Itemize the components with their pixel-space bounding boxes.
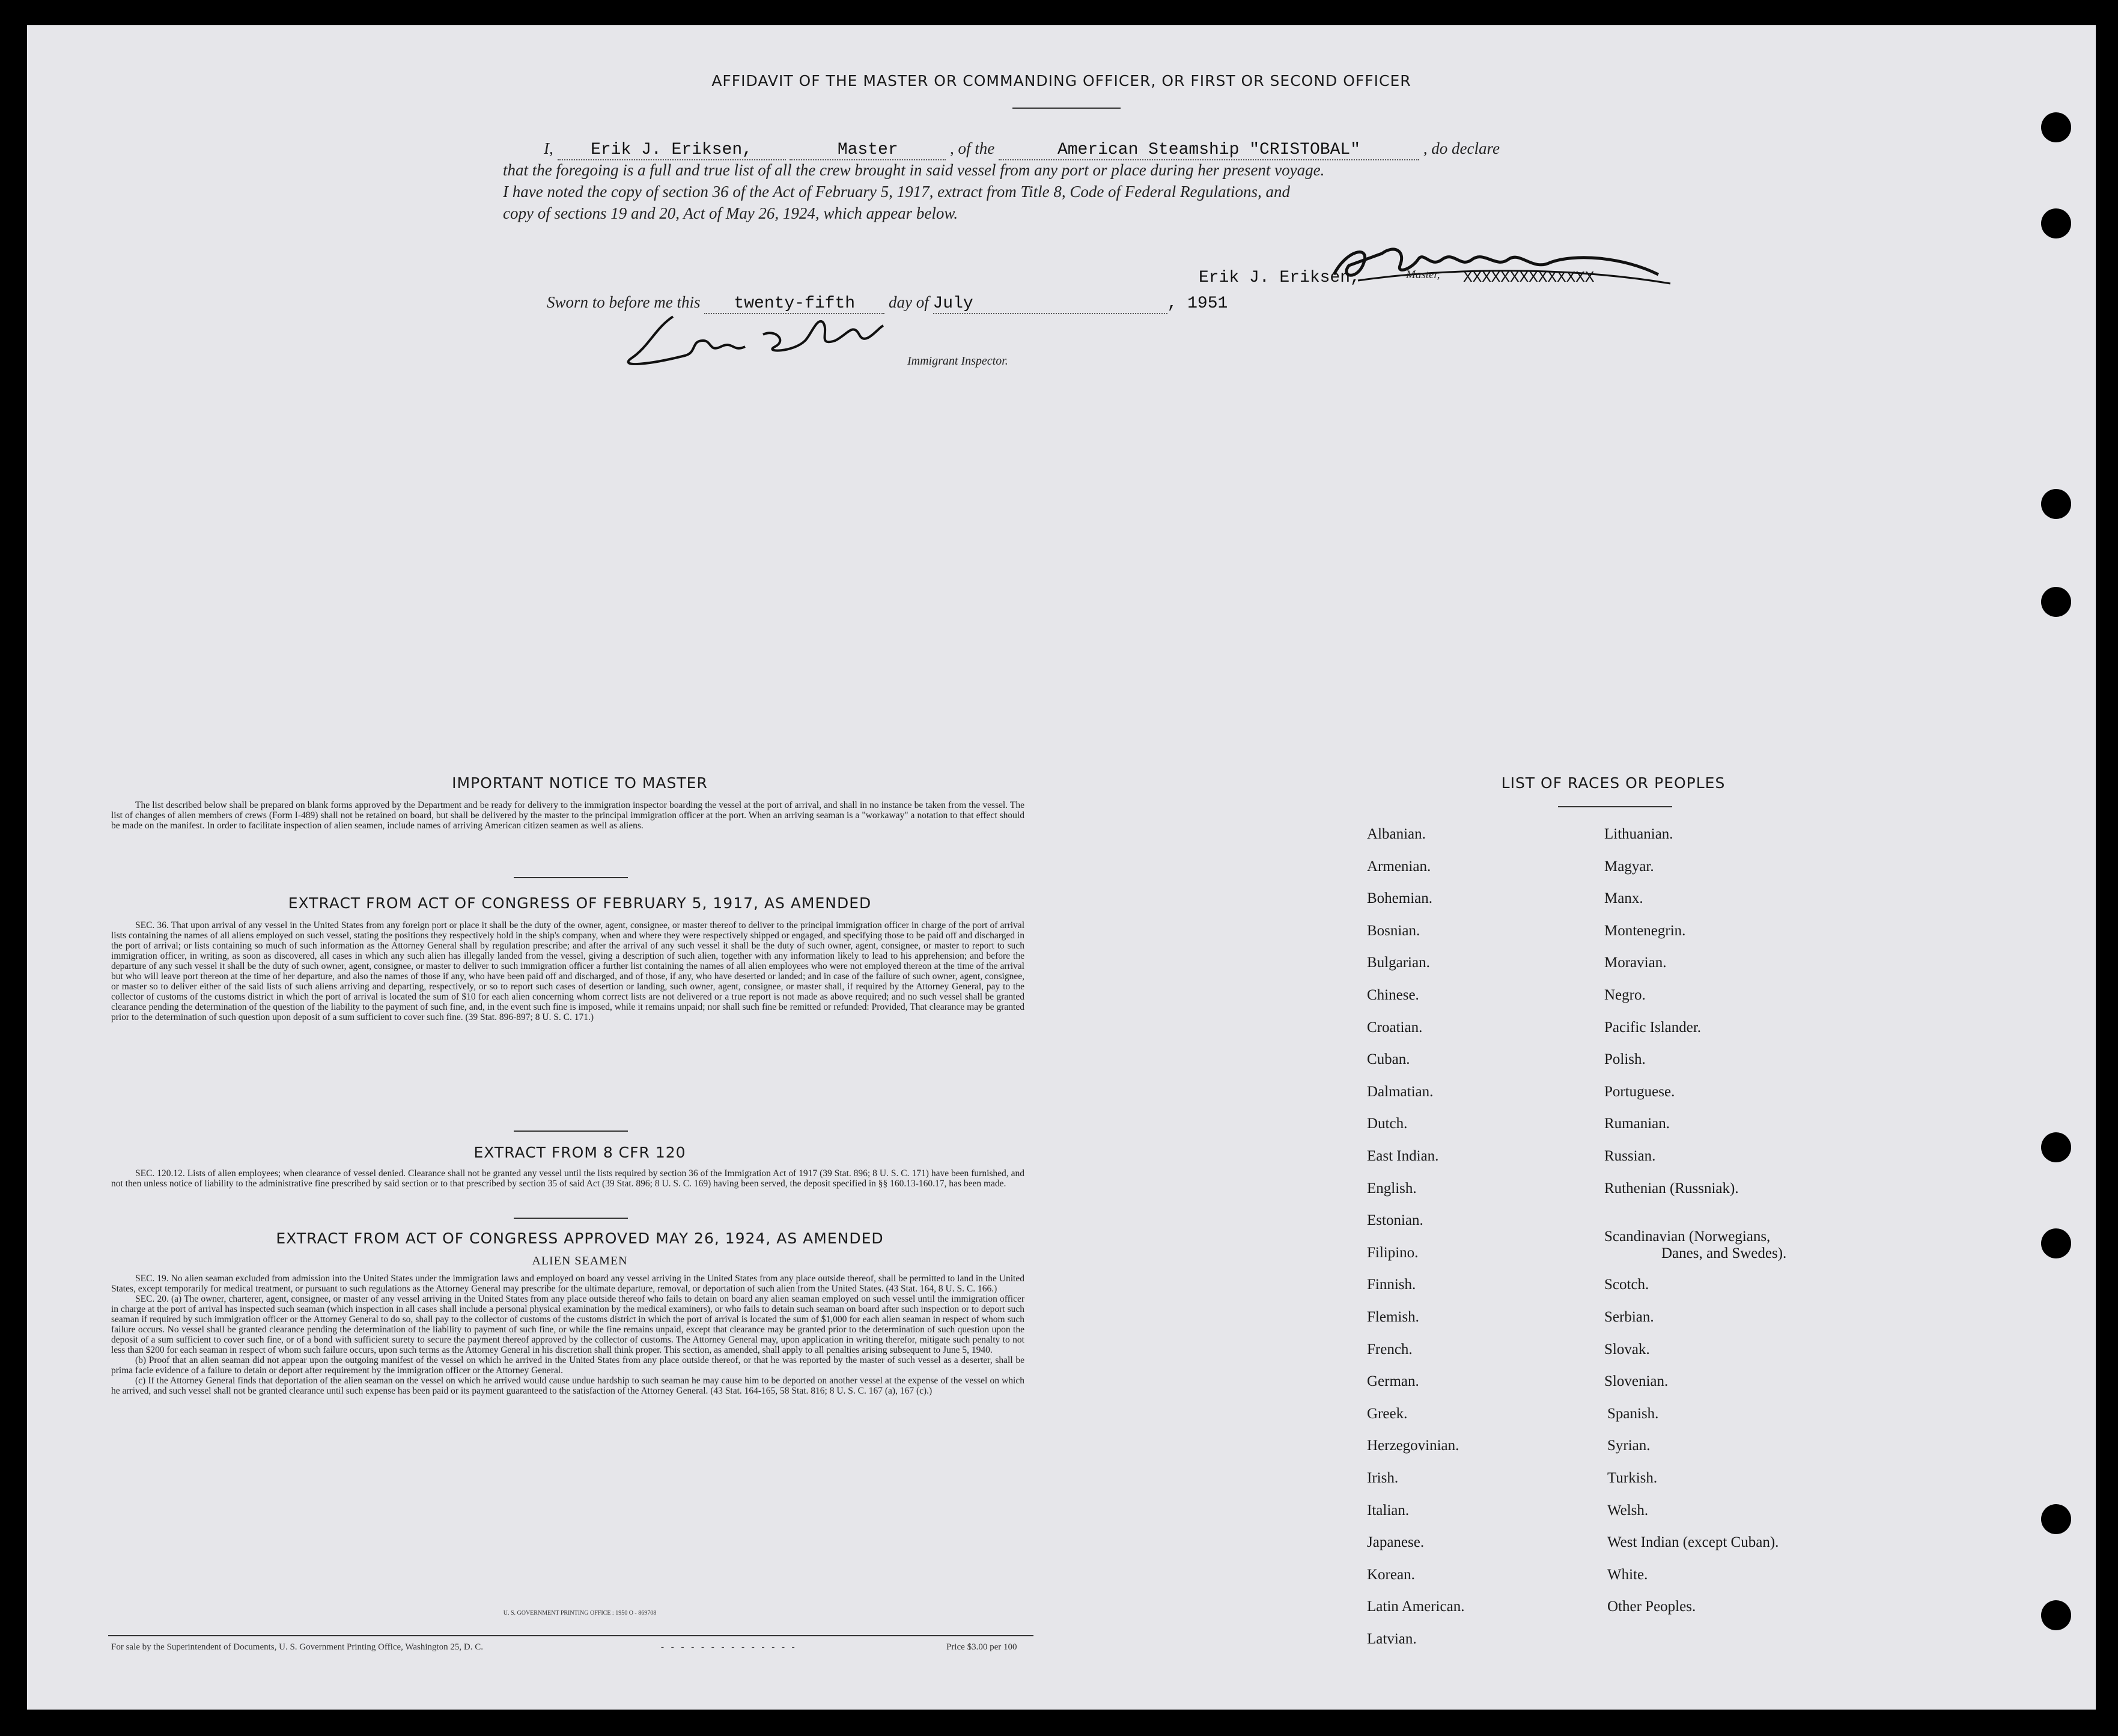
affidavit-title: AFFIDAVIT OF THE MASTER OR COMMANDING OFFICER, OR FIRST OR SECOND OFFICER [711,72,1411,90]
race-item: Moravian. [1604,954,1667,971]
document-page [27,25,2096,1710]
footer-sale-note: For sale by the Superintendent of Documents, U. S. Government Printing Office, Washington 25, D. C. [111,1642,483,1652]
section-20b: (b) Proof that an alien seaman did not appear upon the outgoing manifest of the vessel on which he arrived in the United States from any place outside thereof, or that he was reported by the master of such vessel as a deserter, shall be prima facie evidence of a failure to detain or deport after requirement by the immigration officer or the Attorney General. [111,1355,1024,1376]
punch-hole [2041,1228,2071,1258]
race-item: Filipino. [1367,1244,1419,1261]
declaration-I: I, [544,139,553,157]
footer-price: Price $3.00 per 100 [946,1642,1017,1652]
race-item: Slovenian. [1604,1373,1669,1390]
inspector-label: Immigrant Inspector. [907,354,1008,368]
race-item: Rumanian. [1604,1115,1670,1132]
of-the: , of the [950,139,995,157]
vessel-name: American Steamship "CRISTOBAL" [999,141,1419,160]
section-20c: (c) If the Attorney General finds that deportation of the alien seaman on the vessel on which he arrived would cause undue hardship to such seaman he may cause him to be deported on another vessel at the expense of the vessel on which he arrived, and such vessel shall not be granted clearance until such expense has been paid or its payment guaranteed to the satisfaction of the Attorney General. (43 Stat. 164-165, 58 Stat. 816; 8 U. S. C. 167 (a), 167 (c).) [111,1376,1024,1396]
gpo-imprint: U. S. GOVERNMENT PRINTING OFFICE : 1950 O - 869708 [503,1610,657,1616]
race-item: Portuguese. [1604,1083,1675,1100]
race-item: Syrian. [1607,1437,1651,1454]
race-item: Scandinavian (Norwegians, [1604,1228,1771,1245]
race-item: Irish. [1367,1470,1399,1486]
sworn-prefix: Sworn to before me this [547,293,701,311]
race-item: Finnish. [1367,1276,1416,1293]
race-item: Greek. [1367,1405,1408,1422]
race-item: Cuban. [1367,1051,1410,1068]
footer-rule [108,1635,1033,1636]
extract-1917-body: SEC. 36. That upon arrival of any vessel in the United States from any foreign port or place it shall be the duty of the owner, agent, consignee, or master thereof to deliver to the principal immigration officer in charge of the port of arrival lists containing the names of all aliens employed on such vessel, stating the positions they respectively hold in the ship's company, when and where they were respectively shipped or engaged, and specifying those to be paid off and discharged in the port of arrival; or lists containing so much of such information as the Attorney General shall by regulation prescribe; and after the arrival of any such vessel it shall be the duty of such owner, agent, consignee, or master to report to such immigration officer, in writing, as soon as discovered, all cases in which any such alien has illegally landed from the vessel, giving a description of such alien, together with any information likely to lead to his apprehension; and before the departure of any such vessel it shall be the duty of such owner, agent, consignee, or master to deliver to such immigration officer a further list containing the names of all alien employees who were not employed thereon at the time of the arrival but who will leave port thereon at the time of her departure, and also the names of those if any, who have been paid off and discharged, and of those, if any, who have deserted or landed; and in case of the failure of such owner, agent, consignee, or master so to deliver either of the said lists of such aliens arriving and departing, respectively, or so to report such cases of desertion or landing, such owner, agent, consignee, or master shall, if required by the Attorney General, pay to the collector of customs of the customs district in which the port of arrival is located the sum of $10 for each alien concerning whom correct lists are not delivered or a true report is not made as above required; and no such vessel shall be granted clearance pending the determination of the question of the liability to the payment of such fine, and, in the event such fine is imposed, while it remains unpaid; nor shall such fine be remitted or refunded: Provided, That clearance may be granted prior to the determination of such question upon deposit of a sum sufficient to cover such fine. (39 Stat. 896-897; 8 U. S. C. 171.) [111,920,1024,1022]
punch-hole [2041,112,2071,142]
race-item: Latvian. [1367,1631,1417,1647]
race-item: Italian. [1367,1502,1410,1519]
race-item: Ruthenian (Russniak). [1604,1180,1739,1197]
master-signature [1322,232,1682,299]
races-title: LIST OF RACES OR PEOPLES [1501,774,1726,792]
footer-dashes: - - - - - - - - - - - - - - [661,1642,797,1652]
punch-hole [2041,1600,2071,1630]
extract-8cfr-body: SEC. 120.12. Lists of alien employees; when clearance of vessel denied. Clearance shall not be granted any vessel until the lists required by section 36 of the Immigration Act of 1917 (39 Stat. 896; 8 U. S. C. 171) have been furnished, and not then unless notice of liability to the administrative fine prescribed by said section or to that prescribed by section 35 of said Act (39 Stat. 896; 8 U. S. C. 169) having been served, the deposit specified in §§ 160.13-160.17, has been made. [111,1168,1024,1189]
extract-1924-subtitle: ALIEN SEAMEN [532,1254,628,1267]
divider [514,877,628,878]
race-item: Herzegovinian. [1367,1437,1459,1454]
race-item: Albanian. [1367,826,1426,842]
section-19: SEC. 19. No alien seaman excluded from admission into the United States under the immigration laws and employed on board any vessel arriving in the United States from any place outside thereof, shall be permitted to land in the United States, except temporarily for medical treatment, or pursuant to such regulations as the Attorney General may prescribe for the ultimate departure, removal, or deportation of such alien from the United States. (43 Stat. 164, 8 U. S. C. 166.) [111,1273,1024,1294]
race-item: White. [1607,1566,1648,1583]
declaration-line-4: copy of sections 19 and 20, Act of May 26, 1924, which appear below. [503,204,958,222]
race-item: Estonian. [1367,1212,1423,1229]
do-declare: , do declare [1423,139,1500,157]
notice-body: The list described below shall be prepared on blank forms approved by the Department and be ready for delivery to the immigration inspector boarding the vessel at the port of arrival, and shall in no instance be taken from the vessel. The list of changes of alien members of crews (Form I-489) shall not be retained on board, but shall be delivered by the master to the principal immigration officer at the port. When an arriving seaman is a "workaway" a notation to that effect should be made on the manifest. In order to facilitate inspection of alien seamen, include names of arriving American citizen seamen as well as aliens. [111,800,1024,831]
race-item: Chinese. [1367,987,1419,1003]
race-item: Bosnian. [1367,922,1420,939]
signer-struck-text: XXXXXXXXXXXXXX [1463,269,1595,287]
race-item: Turkish. [1607,1470,1658,1486]
race-item: West Indian (except Cuban). [1607,1534,1779,1551]
race-item: Croatian. [1367,1019,1423,1036]
punch-hole [2041,208,2071,238]
race-item: Magyar. [1604,858,1654,875]
extract-1924-title: EXTRACT FROM ACT OF CONGRESS APPROVED MAY 26, 1924, AS AMENDED [276,1230,884,1247]
race-item: Armenian. [1367,858,1431,875]
race-item: German. [1367,1373,1419,1390]
race-item: East Indian. [1367,1148,1439,1164]
race-item: Bulgarian. [1367,954,1430,971]
race-item: Japanese. [1367,1534,1425,1551]
declaration-line-1 [544,139,1685,160]
race-item: English. [1367,1180,1417,1197]
race-item: Danes, and Swedes). [1661,1245,1787,1261]
extract-1924-body [111,1273,1024,1396]
section-20a: SEC. 20. (a) The owner, charterer, agent, consignee, or master of any vessel arriving in the United States from any place outside thereof who fails to detain on board any alien seaman employed on such vessel until the immigration officer in charge at the port of arrival has inspected such seaman (which inspection in all cases shall include a personal physical examination by the medical examiners), or who fails to detain such seaman on board after such inspection or to deport such seaman if required by such immigration officer or the Attorney General to do so, shall pay to the collector of customs of the customs district in which the port of arrival is located the sum of $1,000 for each alien seaman in respect of whom such failure occurs. No vessel shall be granted clearance pending the determination of the liability to payment of such fine, or while the fine remains unpaid, except that clearance may be granted prior to the determination of such question upon the deposit of a sum sufficient to cover such fine, or of a bond with sufficient surety to secure the payment thereof approved by the collector of customs. The Attorney General may, upon application in writing therefor, mitigate such penalty to not less than $200 for each seaman in respect of whom such failure occurs, upon such terms as the Attorney General in his discretion shall think proper. This section, as amended, shall apply to all penalties arising subsequent to June 5, 1940. [111,1294,1024,1355]
divider [1558,806,1672,807]
declaration-line-2: that the foregoing is a full and true list of all the crew brought in said vessel from any port or place during her present voyage. [503,161,1325,179]
race-item: Flemish. [1367,1309,1419,1325]
inspector-signature [613,305,889,371]
race-item: Korean. [1367,1566,1415,1583]
punch-hole [2041,1132,2071,1162]
race-item: Polish. [1604,1051,1646,1068]
master-name: Erik J. Eriksen, [558,141,786,160]
race-item: Dalmatian. [1367,1083,1434,1100]
punch-hole [2041,1504,2071,1534]
divider [514,1131,628,1132]
race-item: Montenegrin. [1604,922,1686,939]
race-item: Slovak. [1604,1341,1650,1358]
sworn-day-of: day of [889,293,929,311]
race-item: Pacific Islander. [1604,1019,1702,1036]
race-item: Latin American. [1367,1598,1465,1615]
signer-typed-name: Erik J. Eriksen, [1199,269,1360,287]
race-item: Bohemian. [1367,890,1433,907]
sworn-day: twenty-fifth [704,294,884,314]
sworn-month: July [933,294,1167,314]
sworn-year: , 1951 [1167,294,1228,313]
divider [514,1218,628,1219]
declaration-line-3: I have noted the copy of section 36 of the Act of February 5, 1917, extract from Title 8, Code of Federal Regulations, and [503,183,1291,201]
race-item: Negro. [1604,987,1646,1003]
race-item: Russian. [1604,1148,1656,1164]
race-item: Lithuanian. [1604,826,1673,842]
extract-8cfr-title: EXTRACT FROM 8 CFR 120 [473,1144,686,1161]
race-item: Other Peoples. [1607,1598,1696,1615]
punch-hole [2041,489,2071,519]
signer-title: Master, [1406,269,1440,281]
race-item: Serbian. [1604,1309,1654,1325]
race-item: Dutch. [1367,1115,1408,1132]
race-item: Manx. [1604,890,1643,907]
race-item: French. [1367,1341,1413,1358]
extract-1917-title: EXTRACT FROM ACT OF CONGRESS OF FEBRUARY 5, 1917, AS AMENDED [288,894,872,912]
punch-hole [2041,587,2071,617]
race-item: Scotch. [1604,1276,1649,1293]
race-item: Spanish. [1607,1405,1659,1422]
divider [1012,108,1121,109]
race-item: Welsh. [1607,1502,1649,1519]
notice-title: IMPORTANT NOTICE TO MASTER [452,774,708,792]
master-rank: Master [790,141,946,160]
